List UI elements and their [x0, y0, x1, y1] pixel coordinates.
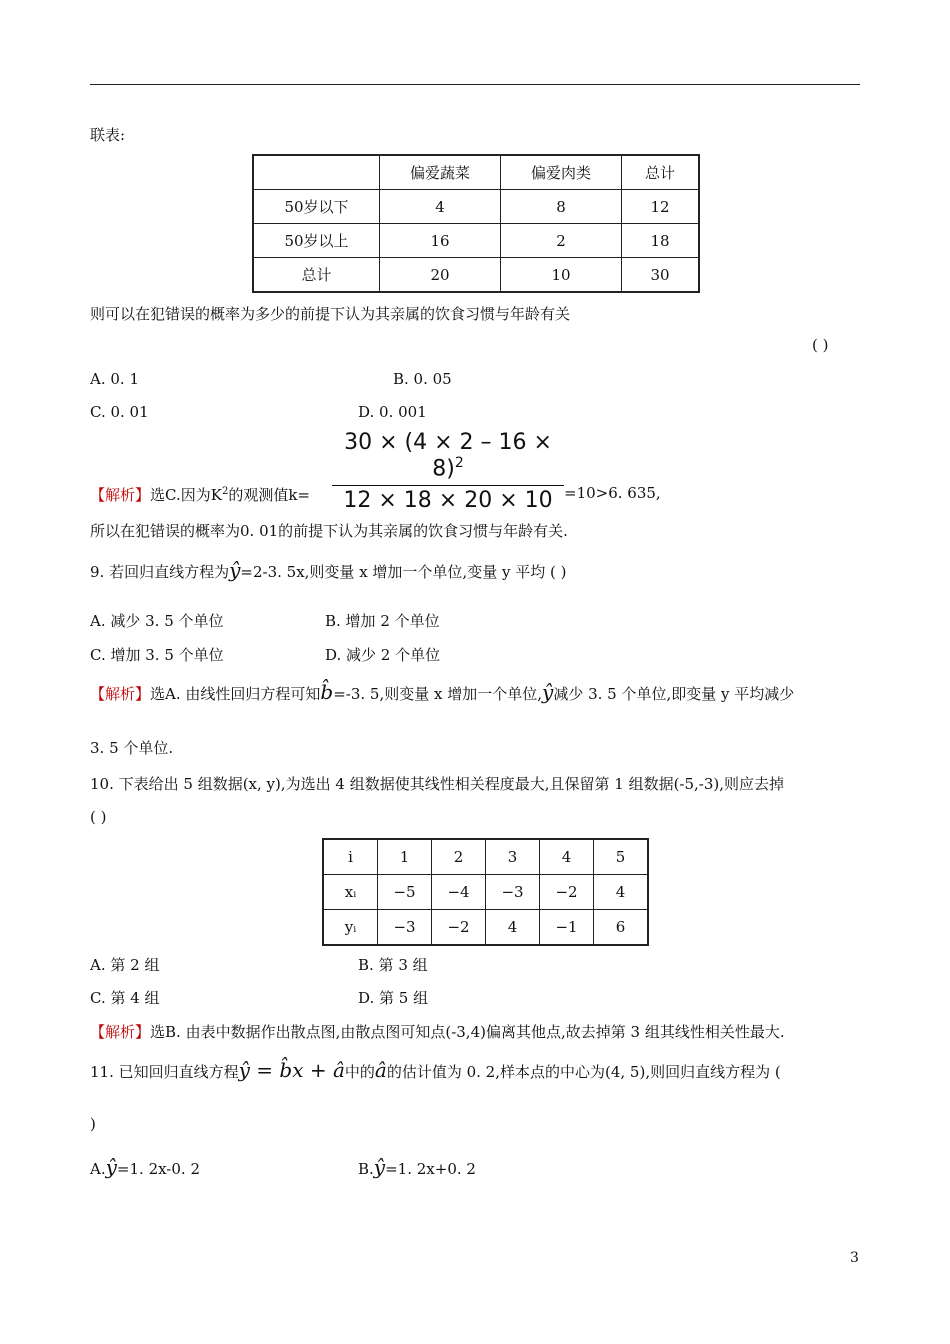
analysis-tag: 【解析】	[90, 1023, 151, 1041]
table-cell: 50岁以下	[253, 190, 380, 224]
chi-square-formula	[332, 430, 564, 513]
q8-question: 则可以在犯错误的概率为多少的前提下认为其亲属的饮食习惯与年龄有关	[90, 305, 571, 323]
data-table	[322, 838, 649, 946]
table-cell: 12	[622, 190, 700, 224]
table-cell: 30	[622, 258, 700, 293]
table-cell: 总计	[253, 258, 380, 293]
analysis-tag: 【解析】	[90, 486, 151, 504]
q9-option-a: A. 减少 3. 5 个单位	[90, 612, 224, 630]
y-hat-symbol: ŷ	[373, 1155, 386, 1179]
q8-analysis-result: =10>6. 635,	[564, 484, 661, 502]
table-cell: −3	[486, 875, 540, 910]
q8-option-b: B. 0. 05	[393, 370, 452, 388]
table-cell: i	[323, 839, 378, 875]
table-row	[253, 190, 699, 224]
contingency-table	[252, 154, 700, 293]
b-hat-symbol: b̂	[320, 680, 334, 704]
table-cell: 4	[380, 190, 501, 224]
formula-denominator: 12 × 18 × 20 × 10	[343, 488, 553, 514]
table-cell: −2	[540, 875, 594, 910]
formula-numerator: $30 \times (4 \times 2 - 16 \times 8)^2$	[332, 430, 564, 486]
analysis-tag: 【解析】	[90, 685, 151, 703]
table-cell: yᵢ	[323, 910, 378, 946]
q10-answer-paren: ( )	[90, 808, 107, 826]
q8-answer-paren: ( )	[812, 336, 829, 354]
table-cell: −2	[432, 910, 486, 946]
q11-option-b: B.ŷ=1. 2x+0. 2	[358, 1155, 476, 1179]
table-cell: 偏爱蔬菜	[380, 155, 501, 190]
q9-analysis-line2: 3. 5 个单位.	[90, 739, 174, 757]
y-hat-symbol: ŷ	[542, 680, 554, 704]
q11-option-a: A.ŷ=1. 2x-0. 2	[90, 1155, 201, 1179]
q8-analysis: 【解析】选C.因为$K^2$的观测值k=	[90, 486, 310, 504]
table-cell: 4	[540, 839, 594, 875]
y-hat-symbol: ŷ	[105, 1155, 117, 1179]
table-cell: 5	[594, 839, 649, 875]
table-cell: 18	[622, 224, 700, 258]
regression-equation: ŷ = b̂x + â	[238, 1058, 345, 1082]
q10-option-b: B. 第 3 组	[358, 956, 428, 974]
table-cell: −4	[432, 875, 486, 910]
y-hat-symbol: ŷ	[229, 558, 241, 582]
table-cell: 2	[432, 839, 486, 875]
table-cell: 2	[501, 224, 622, 258]
page-number: 3	[850, 1250, 859, 1266]
q11-paren-close: )	[90, 1115, 96, 1133]
table-cell	[253, 155, 380, 190]
table-cell: 1	[378, 839, 432, 875]
table-cell: 3	[486, 839, 540, 875]
table-cell: 4	[594, 875, 649, 910]
table-cell: xᵢ	[323, 875, 378, 910]
q10-option-d: D. 第 5 组	[358, 989, 429, 1007]
header-rule	[90, 84, 860, 85]
table-cell: −5	[378, 875, 432, 910]
table-cell: −1	[540, 910, 594, 946]
table-cell: 10	[501, 258, 622, 293]
table-row	[323, 839, 648, 875]
q8-option-c: C. 0. 01	[90, 403, 149, 421]
q10-option-a: A. 第 2 组	[90, 956, 160, 974]
table-cell: 50岁以上	[253, 224, 380, 258]
q9-option-d: D. 减少 2 个单位	[325, 646, 441, 664]
q8-analysis-line2: 所以在犯错误的概率为0. 01的前提下认为其亲属的饮食习惯与年龄有关.	[90, 522, 568, 540]
table-cell: 4	[486, 910, 540, 946]
table-cell: 总计	[622, 155, 700, 190]
q11-stem: 11. 已知回归直线方程ŷ = b̂x + â中的â的估计值为 0. 2,样本点的中心为(4, 5),则回归直线方程为 (	[90, 1058, 781, 1082]
q8-option-a: A. 0. 1	[90, 370, 139, 388]
table-row	[253, 224, 699, 258]
table-cell: 6	[594, 910, 649, 946]
table-cell: 8	[501, 190, 622, 224]
q9-stem: 9. 若回归直线方程为ŷ=2-3. 5x,则变量 x 增加一个单位,变量 y 平均 ( )	[90, 558, 567, 582]
table-row	[323, 875, 648, 910]
table-cell: 20	[380, 258, 501, 293]
q8-option-d: D. 0. 001	[358, 403, 427, 421]
q9-option-c: C. 增加 3. 5 个单位	[90, 646, 224, 664]
q10-option-c: C. 第 4 组	[90, 989, 160, 1007]
table-cell: 16	[380, 224, 501, 258]
q9-analysis: 【解析】选A. 由线性回归方程可知b̂=-3. 5,则变量 x 增加一个单位,ŷ减少 3. 5 个单位,即变量 y 平均减少	[90, 680, 795, 704]
q10-stem: 10. 下表给出 5 组数据(x, y),为选出 4 组数据使其线性相关程度最大,且保留第 1 组数据(-5,-3),则应去掉	[90, 775, 785, 793]
table-row	[323, 910, 648, 946]
q8-lead: 联表:	[90, 126, 126, 144]
q10-analysis: 【解析】选B. 由表中数据作出散点图,由散点图可知点(-3,4)偏离其他点,故去掉第 3 组其线性相关性最大.	[90, 1023, 785, 1041]
table-cell: 偏爱肉类	[501, 155, 622, 190]
a-hat-symbol: â	[374, 1058, 387, 1082]
q9-option-b: B. 增加 2 个单位	[325, 612, 440, 630]
table-row	[253, 258, 699, 293]
table-row	[253, 155, 699, 190]
table-cell: −3	[378, 910, 432, 946]
